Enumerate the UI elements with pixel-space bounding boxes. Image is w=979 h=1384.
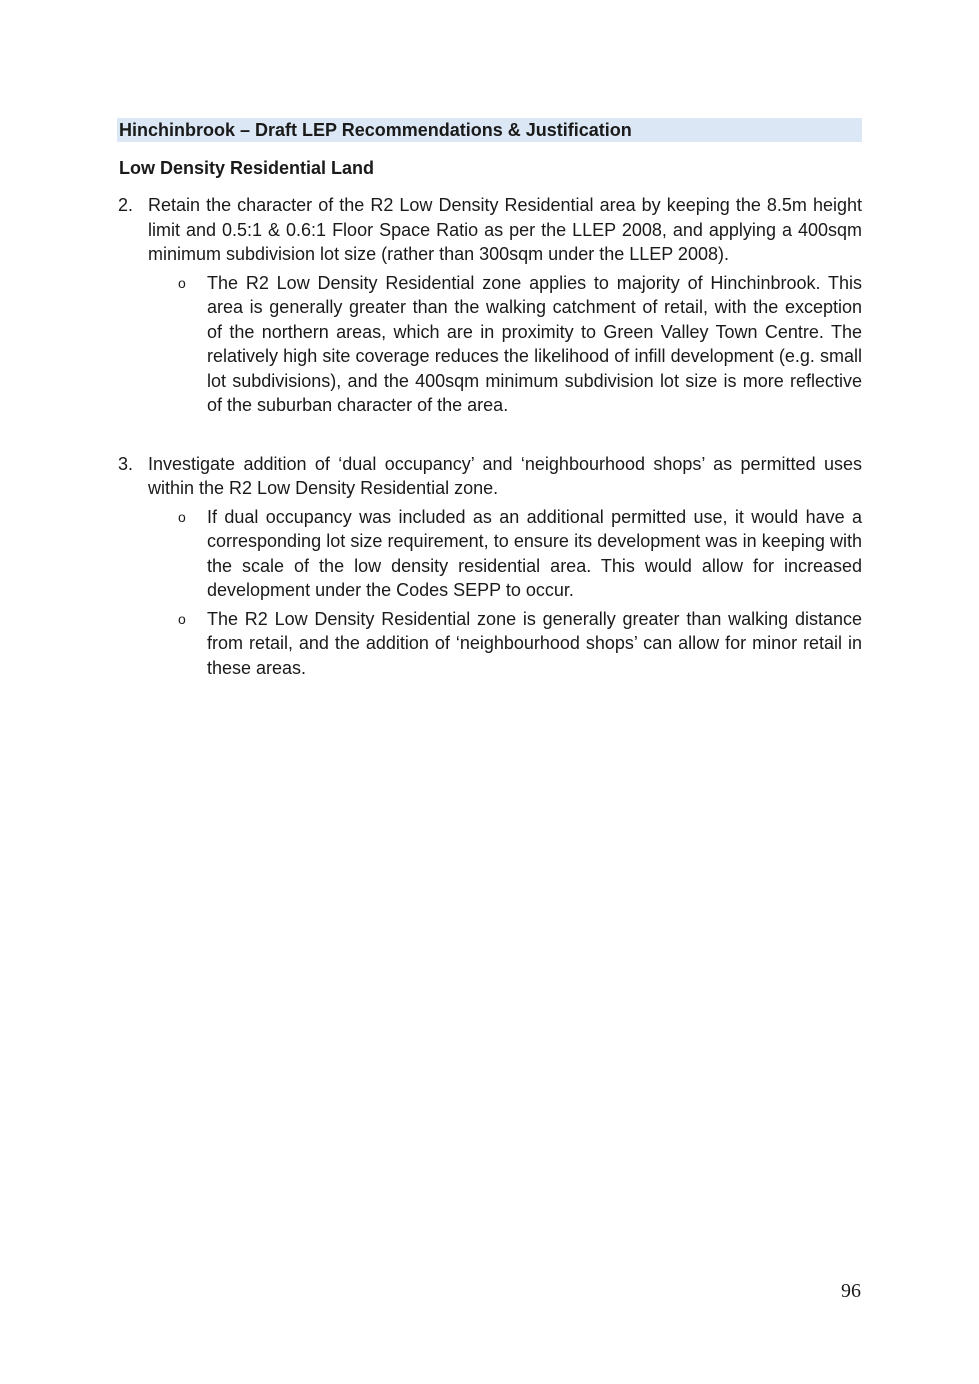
recommendation-list: [117, 193, 862, 680]
justification-item: [148, 271, 862, 418]
item-number: 3.: [118, 453, 134, 474]
justification-list: [148, 505, 862, 681]
recommendation-item: [117, 193, 862, 418]
justification-text: If dual occupancy was included as an additional permitted use, it would have a corresponding lot size requirement, to ensure its development was in keeping with the scale of the low density residential area. This would allow for increased development under the Codes SEPP to occur.: [207, 506, 862, 600]
item-text: Investigate addition of ‘dual occupancy’ and ‘neighbourhood shops’ as permitted uses within the R2 Low Density Residential zone.: [148, 453, 862, 498]
item-number: 2.: [118, 195, 134, 215]
section-heading: Hinchinbrook – Draft LEP Recommendations & Justification: [117, 118, 862, 142]
bullet-marker: o: [178, 610, 186, 627]
bullet-marker: o: [178, 274, 186, 291]
justification-item: [148, 607, 862, 681]
document-content: [117, 118, 862, 680]
justification-text: The R2 Low Density Residential zone applies to majority of Hinchinbrook. This area is generally greater than the walking catchment of retail, with the exception of the northern areas, which are in proximity to Green Valley Town Centre. The relatively high site coverage reduces the likelihood of infill development (e.g. small lot subdivisions), and the 400sqm minimum subdivision lot size is more reflective of the suburban character of the area.: [207, 272, 862, 415]
justification-list: [148, 271, 862, 418]
justification-text: The R2 Low Density Residential zone is generally greater than walking distance from retail, and the addition of ‘neighbourhood shops’ can allow for minor retail in these areas.: [207, 608, 862, 678]
page-number: 96: [841, 1280, 861, 1302]
section-subheading: Low Density Residential Land: [119, 158, 375, 178]
justification-item: [148, 505, 862, 603]
item-text: Retain the character of the R2 Low Density Residential area by keeping the 8.5m height limit and 0.5:1 & 0.6:1 Floor Space Ratio as per the LLEP 2008, and applying a 400sqm minimum subdivision lot size (rather than 300sqm under the LLEP 2008).: [148, 195, 862, 264]
bullet-marker: o: [178, 508, 186, 525]
recommendation-item: [117, 452, 862, 681]
